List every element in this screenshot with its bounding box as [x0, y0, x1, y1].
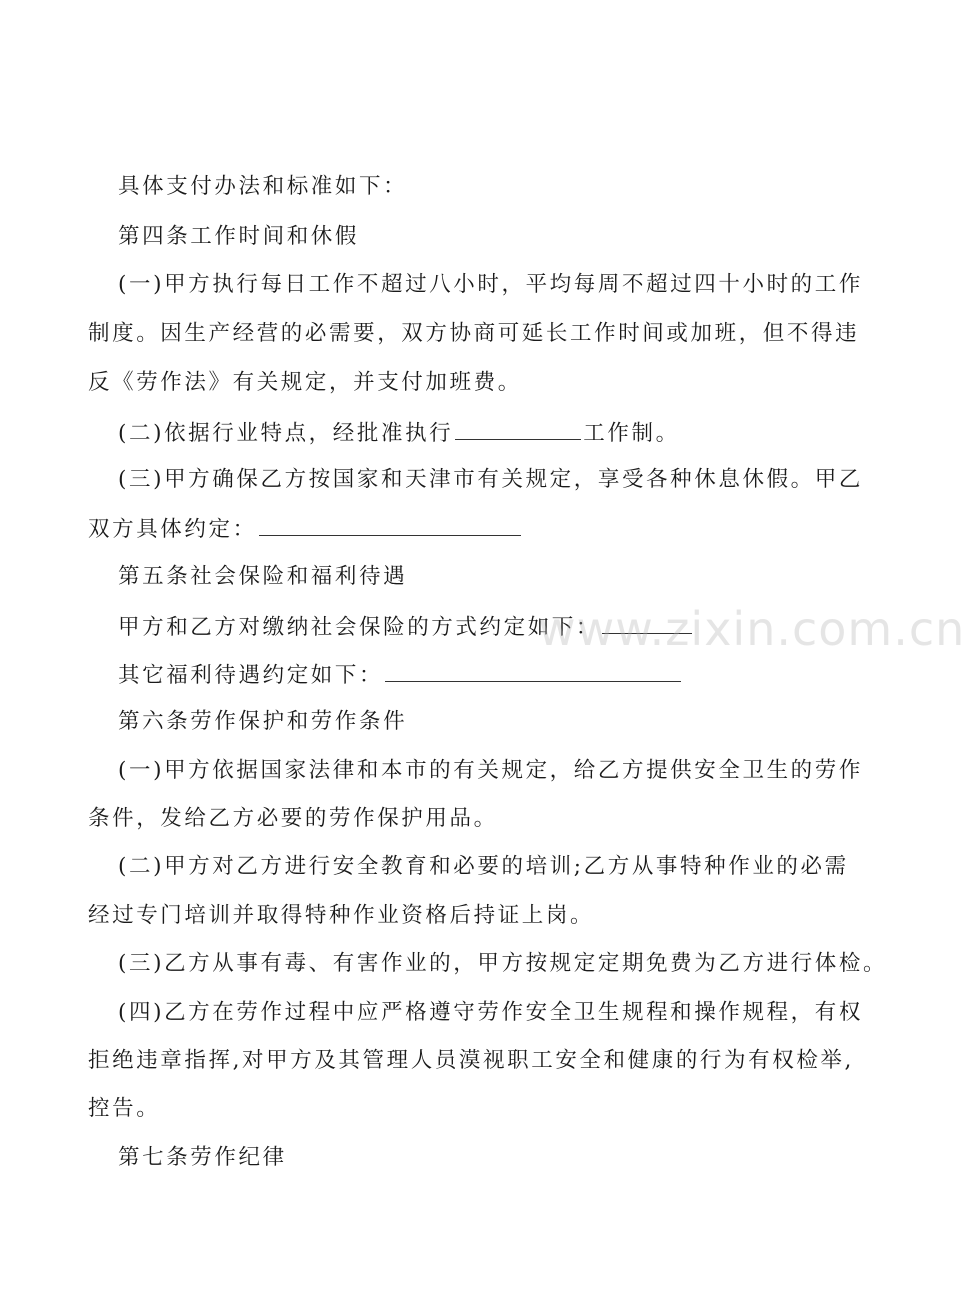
article-6-clause-1-line-1: (一)甲方依据国家法律和本市的有关规定，给乙方提供安全卫生的劳作 — [118, 758, 863, 783]
article-6-heading: 第六条劳作保护和劳作条件 — [118, 709, 408, 734]
agreement-label: 双方具体约定： — [88, 517, 257, 542]
article-6-clause-1-line-2: 条件，发给乙方必要的劳作保护用品。 — [88, 806, 498, 831]
clause-2-suffix: 工作制。 — [583, 421, 680, 446]
article-6-clause-2-line-1: (二)甲方对乙方进行安全教育和必要的培训;乙方从事特种作业的必需 — [118, 854, 849, 879]
article-4-heading: 第四条工作时间和休假 — [118, 224, 360, 249]
agreement-blank[interactable] — [259, 517, 521, 536]
work-system-blank[interactable] — [455, 421, 581, 440]
article-4-clause-2 — [118, 421, 680, 445]
watermark: www.zixin.com.cn — [538, 602, 965, 656]
social-insurance-label: 甲方和乙方对缴纳社会保险的方式约定如下： — [118, 615, 601, 640]
payment-method-line: 具体支付办法和标准如下： — [118, 174, 408, 199]
other-welfare-line — [118, 663, 683, 687]
article-6-clause-4-line-2: 拒绝违章指挥,对甲方及其管理人员漠视职工安全和健康的行为有权检举, — [88, 1048, 854, 1073]
other-welfare-label: 其它福利待遇约定如下： — [118, 663, 384, 688]
article-4-clause-3-line-2 — [88, 517, 523, 541]
article-4-clause-1-line-1: (一)甲方执行每日工作不超过八小时，平均每周不超过四十小时的工作 — [118, 272, 863, 297]
other-welfare-blank[interactable] — [385, 663, 681, 682]
article-5-heading: 第五条社会保险和福利待遇 — [118, 564, 408, 589]
article-6-clause-4-line-3: 控告。 — [88, 1096, 161, 1121]
article-4-clause-3-line-1: (三)甲方确保乙方按国家和天津市有关规定，享受各种休息休假。甲乙 — [118, 467, 863, 492]
article-7-heading: 第七条劳作纪律 — [118, 1145, 287, 1170]
article-6-clause-4-line-1: (四)乙方在劳作过程中应严格遵守劳作安全卫生规程和操作规程，有权 — [118, 1000, 863, 1025]
clause-2-text: (二)依据行业特点，经批准执行 — [118, 421, 454, 446]
article-6-clause-3: (三)乙方从事有毒、有害作业的，甲方按规定定期免费为乙方进行体检。 — [118, 951, 888, 976]
article-6-clause-2-line-2: 经过专门培训并取得特种作业资格后持证上岗。 — [88, 903, 595, 928]
article-4-clause-1-line-2: 制度。因生产经营的必需要，双方协商可延长工作时间或加班，但不得违 — [88, 321, 860, 346]
article-4-clause-1-line-3: 反《劳作法》有关规定，并支付加班费。 — [88, 370, 522, 395]
